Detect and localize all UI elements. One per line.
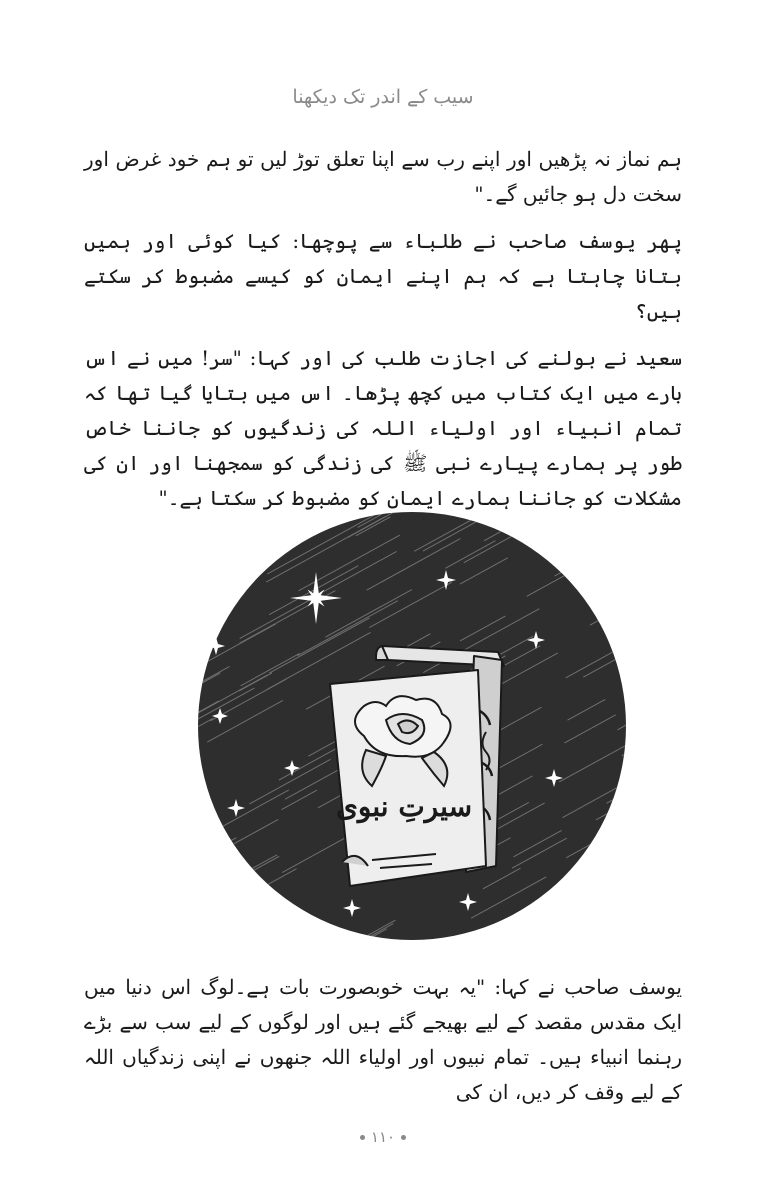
sky-streak: [196, 849, 222, 908]
sky-streak: [196, 927, 197, 942]
sky-streak: [581, 887, 628, 924]
sky-streak: [197, 556, 227, 573]
paragraph: پھر یوسف صاحب نے طلباء سے پوچھا: کیا کوئی اور ہمیں بتانا چاہتا ہے کہ ہم اپنے ایمان کو کیسے مضبوط کر سکتے ہیں؟: [84, 229, 682, 323]
sky-streak: [196, 579, 201, 602]
sky-streak: [224, 533, 283, 566]
sky-streak: [196, 555, 200, 595]
sky-streak: [196, 838, 236, 889]
sky-streak: [196, 629, 202, 667]
sky-streak: [196, 937, 219, 942]
sky-streak: [576, 911, 628, 942]
sky-streak: [221, 510, 283, 530]
sky-streak: [196, 869, 297, 928]
paragraph: سعید نے بولنے کی اجازت طلب کی اور کہا: "سر! میں نے اس بارے میں ایک کتاب میں کچھ پڑھا۔ اس میں بتایا گیا تھا کہ تمام انبیاء اور اولیاء اللہ کی زندگیوں کو جاننا خاص طور پر ہمارے پیارے نبی ﷺ کی زندگی کو سمجھنا اور ان کی مشکلات کو جاننا ہمارے ایمان کو مضبوط کر سکتا ہے۔": [84, 346, 682, 510]
sky-streak: [292, 935, 373, 942]
sky-streak: [196, 546, 231, 579]
sky-streak: [230, 510, 314, 532]
sky-streak: [324, 941, 415, 942]
page-number-text: ١١٠: [370, 1128, 396, 1146]
sky-streak: [196, 510, 243, 530]
sky-streak: [558, 525, 624, 562]
dot-icon: [360, 1135, 365, 1140]
sky-streak: [627, 813, 628, 837]
sky-streak: [196, 653, 202, 674]
illustration-book-night-sky: [196, 510, 628, 942]
paragraph: ہم نماز نہ پڑھیں اور اپنے رب سے اپنا تعلق توڑ لیں تو ہم خود غرض اور سخت دل ہو جائیں گے۔": [84, 147, 682, 206]
paragraph: یوسف صاحب نے کہا: "یہ بہت خوبصورت بات ہے۔لوگ اس دنیا میں ایک مقدس مقصد کے لیے بھیجے گئے ہیں اور لوگوں کے لیے سب سے بڑے رہنما انبیاء ہیں۔ تمام نبیوں اور اولیاء اللہ جنھوں نے اپنی زندگیاں اللہ کے لیے وقف کر دیں، ان کی: [84, 975, 682, 1104]
text-block-bottom: [84, 970, 682, 1122]
book-title: سیرتِ نبوی: [335, 790, 473, 823]
book-icon: [330, 646, 504, 886]
sky-streak: [196, 510, 199, 524]
sky-streak: [555, 558, 588, 576]
running-header: سیب کے اندر تک دیکھنا: [292, 86, 474, 108]
sky-streak: [196, 510, 199, 531]
dot-icon: [401, 1135, 406, 1140]
text-block-top: [84, 142, 682, 528]
sky-streak: [545, 908, 588, 932]
page-number: [0, 1128, 766, 1146]
